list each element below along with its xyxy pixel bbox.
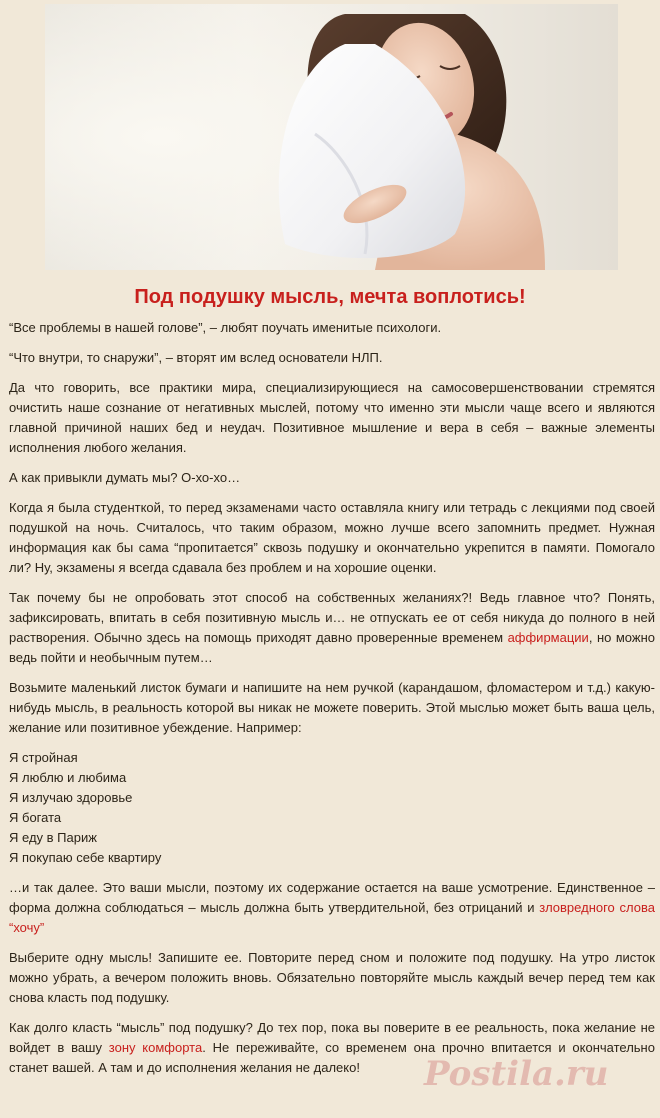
article-title: Под подушку мысль, мечта воплотись! xyxy=(134,286,526,308)
list-item: Я стройная xyxy=(9,750,78,765)
paragraph-9: Выберите одну мысль! Запишите ее. Повторите перед сном и положите под подушку. На утро листок можно убрать, а вечером положить вновь. Обязательно повторяйте мысль каждый вечер перед тем как снова класть под подушку. xyxy=(9,950,655,1005)
paragraph-10-text-start: Как долго класть “мысль” под подушку? До тех пор, пока вы поверите в ее реальность, пока желание не войдет в вашу xyxy=(9,1020,655,1055)
hero-image xyxy=(45,4,618,270)
paragraph-2: “Что внутри, то снаружи”, – вторят им вслед основатели НЛП. xyxy=(9,350,383,365)
paragraph-6 xyxy=(9,588,655,668)
list-item: Я богата xyxy=(9,810,62,825)
harmful-word-link[interactable]: зловредного слова “хочу” xyxy=(9,900,655,935)
paragraph-8-text-start: …и так далее. Это ваши мысли, поэтому их содержание остается на ваше усмотрение. Единственное – форма должна соблюдаться – мысль должна быть утвердительной, без отрицаний и xyxy=(9,880,655,915)
paragraph-6-text-end: , но можно ведь пойти и необычным путем… xyxy=(9,630,655,665)
paragraph-5: Когда я была студенткой, то перед экзаменами часто оставляла книгу или тетрадь с лекциями под своей подушкой на ночь. Считалось, что таким образом, можно лучше всего запомнить предмет. Нужная информация как бы сама “пропитается” сквозь подушку и окончательно укрепится в памяти. Помогало ли? Ну, экзамены я всегда сдавала без проблем и на хорошие оценки. xyxy=(9,500,655,575)
paragraph-8 xyxy=(9,878,655,938)
list-item: Я еду в Париж xyxy=(9,830,97,845)
examples-list xyxy=(9,748,655,868)
paragraph-6-text-start: Так почему бы не опробовать этот способ на собственных желаниях?! Ведь главное что? Понять, зафиксировать, впитать в себя позитивную мысль и… не отпускать ее от себя никуда до полного в ней растворения. Обычно здесь на помощь приходят давно проверенные временем xyxy=(9,590,655,645)
list-item: Я покупаю себе квартиру xyxy=(9,850,162,865)
paragraph-1: “Все проблемы в нашей голове”, – любят поучать именитые психологи. xyxy=(9,320,442,335)
paragraph-7: Возьмите маленький листок бумаги и напишите на нем ручкой (карандашом, фломастером и т.д.) какую-нибудь мысль, в реальность которой вы никак не можете поверить. Этой мыслью может быть ваша цель, желание или позитивное убеждение. Например: xyxy=(9,680,655,735)
affirmations-link[interactable]: аффирмации xyxy=(507,630,589,645)
list-item: Я люблю и любима xyxy=(9,770,127,785)
comfort-zone-link[interactable]: зону комфорта xyxy=(108,1040,203,1055)
paragraph-10 xyxy=(9,1018,655,1078)
list-item: Я излучаю здоровье xyxy=(9,790,133,805)
watermark: Postila.ru xyxy=(424,1054,609,1094)
paragraph-10-text-end: . Не переживайте, со временем она прочно впитается и окончательно станет вашей. А там и до исполнения желания не далеко! xyxy=(9,1040,655,1075)
paragraph-3: Да что говорить, все практики мира, специализирующиеся на самосовершенствовании стремятся очистить наше сознание от негативных мыслей, потому что именно эти мысли чаще всего и являются главной причиной наших бед и неудач. Позитивное мышление и вера в себя – важные элементы исполнения любого желания. xyxy=(9,380,655,455)
woman-with-pillow-illustration xyxy=(45,4,618,270)
paragraph-4: А как привыкли думать мы? О-хо-хо… xyxy=(9,470,241,485)
article-body xyxy=(9,318,655,1088)
